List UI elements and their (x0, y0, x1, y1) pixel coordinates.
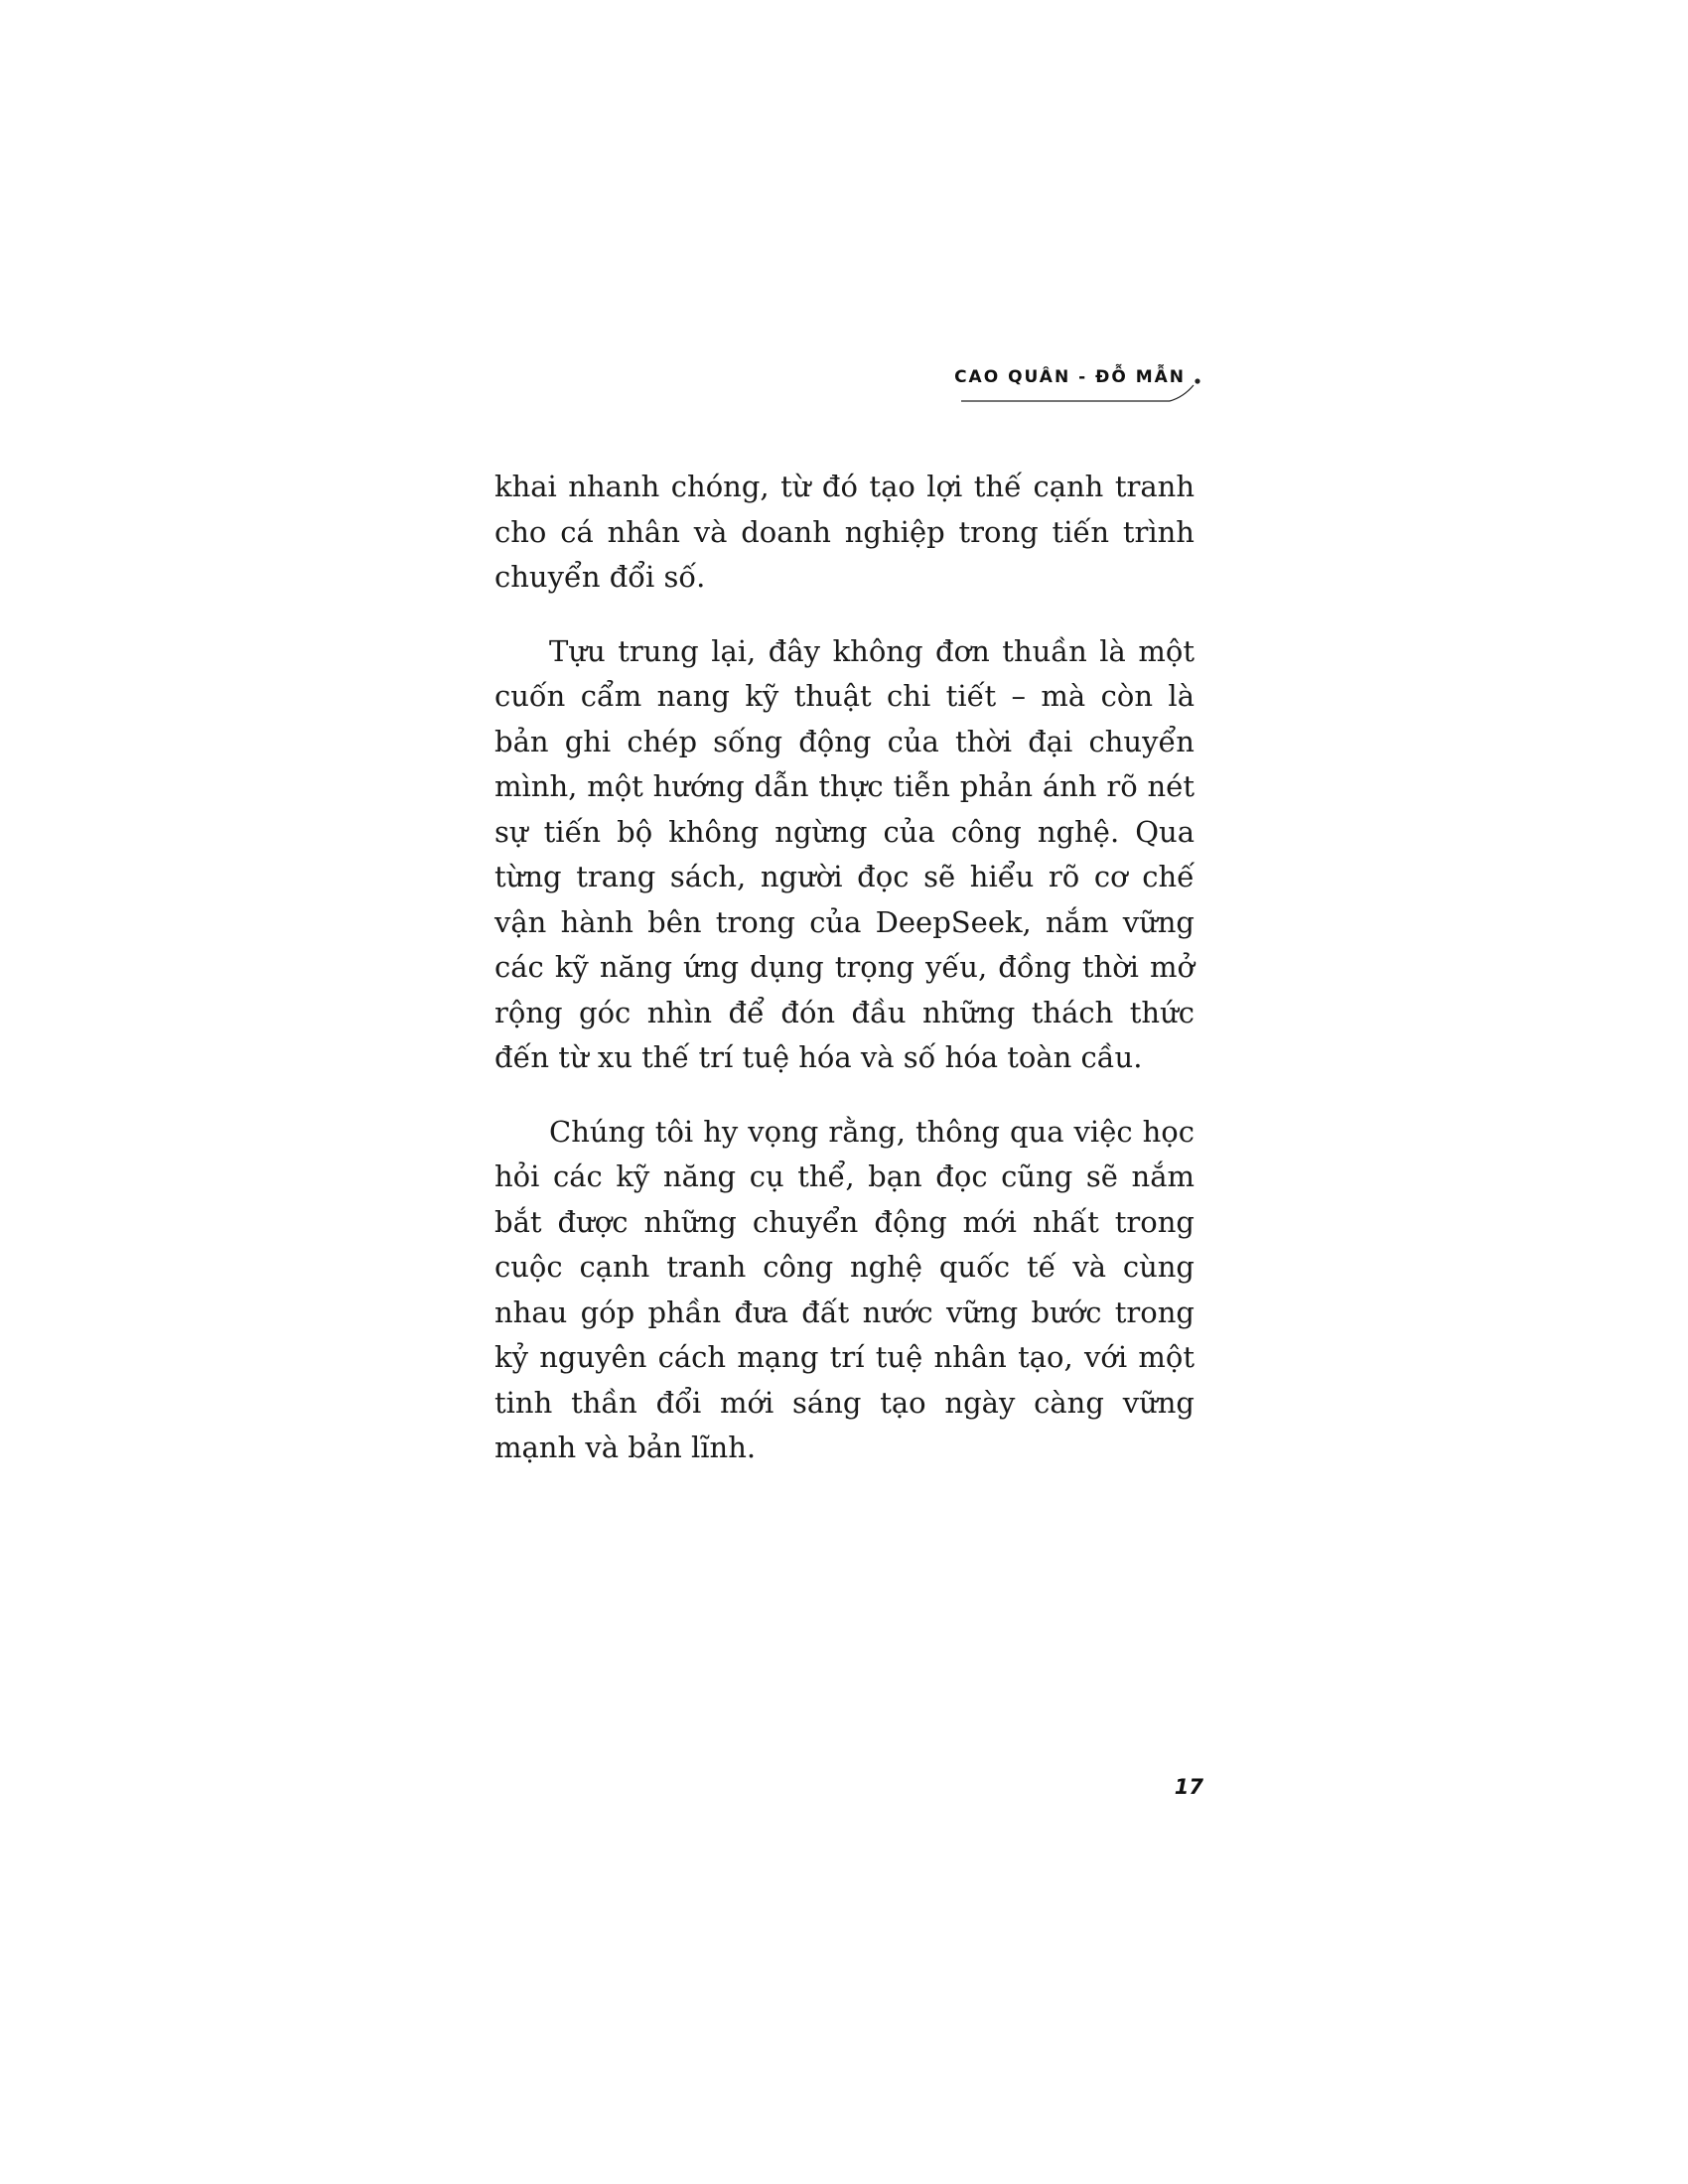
body-text (494, 465, 1195, 1500)
running-header-author: CAO QUÂN - ĐỖ MẪN (954, 367, 1186, 387)
paragraph-2: Tựu trung lại, đây không đơn thuần là một cuốn cẩm nang kỹ thuật chi tiết – mà còn là bản ghi chép sống động của thời đại chuyển mình, một hướng dẫn thực tiễn phản ánh rõ nét sự tiến bộ không ngừng của công nghệ. Qua từng trang sách, người đọc sẽ hiểu rõ cơ chế vận hành bên trong của DeepSeek, nắm vững các kỹ năng ứng dụng trọng yếu, đồng thời mở rộng góc nhìn để đón đầu những thách thức đến từ xu thế trí tuệ hóa và số hóa toàn cầu. (494, 633, 1195, 1074)
header-swoosh-icon (894, 367, 1211, 407)
paragraph-1: khai nhanh chóng, từ đó tạo lợi thế cạnh tranh cho cá nhân và doanh nghiệp trong tiến trình chuyển đổi số. (494, 470, 1195, 594)
page-number: 17 (1174, 1775, 1203, 1799)
running-header (894, 367, 1211, 407)
paragraph-3: Chúng tôi hy vọng rằng, thông qua việc học hỏi các kỹ năng cụ thể, bạn đọc cũng sẽ nắm bắt được những chuyển động mới nhất trong cuộc cạnh tranh công nghệ quốc tế và cùng nhau góp phần đưa đất nước vững bước trong kỷ nguyên cách mạng trí tuệ nhân tạo, với một tinh thần đổi mới sáng tạo ngày càng vững mạnh và bản lĩnh. (494, 1114, 1195, 1464)
